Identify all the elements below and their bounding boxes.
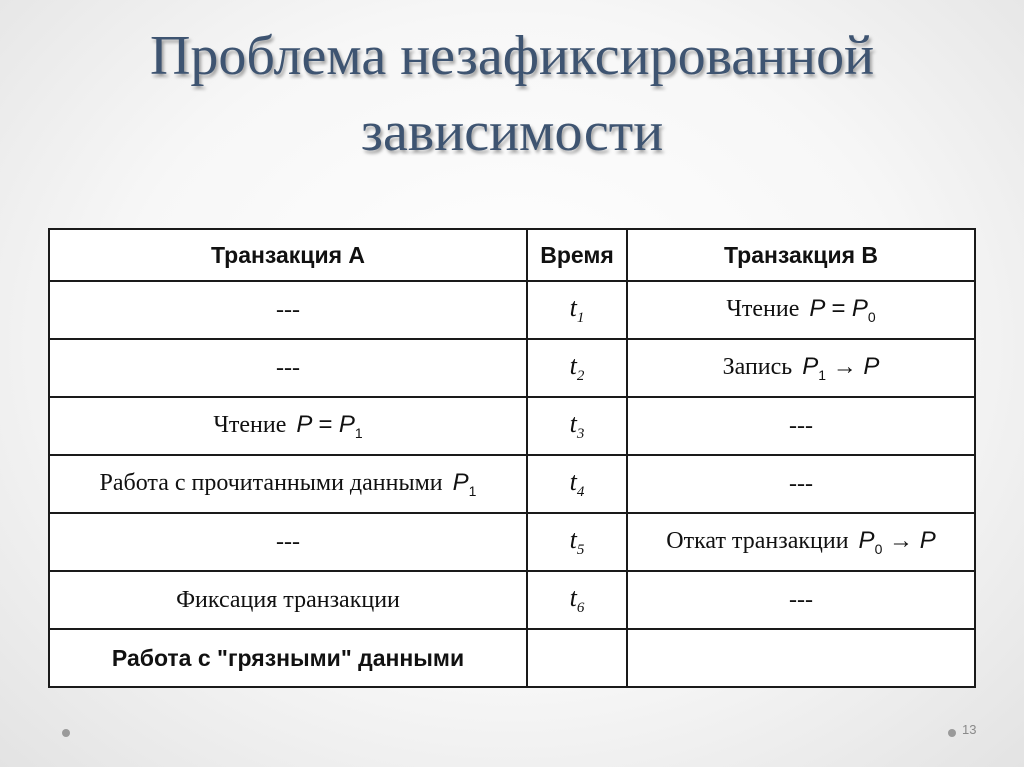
formula (802, 353, 880, 383)
formula-part: P = P (296, 411, 355, 439)
transaction-table (48, 228, 976, 688)
cell-text: Чтение (213, 412, 287, 439)
table-header-row (49, 229, 975, 281)
cell-text: --- (789, 586, 813, 613)
cell-text: Откат транзакции (666, 528, 849, 555)
formula-part: P = P (809, 295, 868, 323)
header-transaction-a: Транзакция А (49, 229, 527, 281)
cell-transaction-b (627, 455, 975, 513)
header-time: Время (527, 229, 627, 281)
table-row (49, 571, 975, 629)
cell-transaction-b (627, 397, 975, 455)
cell-text: --- (276, 528, 300, 555)
formula (296, 411, 363, 441)
formula-part: P (452, 469, 469, 497)
cell-dirty-data-summary: Работа с "грязными" данными (49, 629, 527, 687)
cell-text: --- (276, 296, 300, 323)
transaction-table-container (48, 228, 974, 688)
cell-time (527, 281, 627, 339)
slide-title-line-2: зависимости (360, 101, 664, 163)
formula (858, 527, 936, 557)
cell-time (527, 455, 627, 513)
time-symbol: t (569, 582, 577, 612)
time-symbol: t (569, 350, 577, 380)
time-symbol: t (569, 408, 577, 438)
time-subscript: 1 (576, 310, 585, 327)
cell-transaction-b-empty (627, 629, 975, 687)
cell-text: --- (276, 354, 300, 381)
cell-transaction-a (49, 513, 527, 571)
time-symbol: t (569, 292, 577, 322)
cell-text: Фиксация транзакции (176, 586, 400, 613)
formula-subscript: 1 (818, 366, 827, 383)
time-symbol: t (569, 466, 577, 496)
time-subscript: 5 (576, 542, 585, 559)
cell-transaction-a (49, 397, 527, 455)
cell-transaction-b (627, 571, 975, 629)
cell-text: --- (789, 412, 813, 439)
slide-title (0, 18, 1024, 170)
time-subscript: 4 (576, 484, 585, 501)
formula-subscript: 0 (874, 540, 883, 557)
slide-title-line-1: Проблема незафиксированной (149, 25, 875, 87)
cell-time (527, 513, 627, 571)
cell-text: Запись (722, 354, 793, 381)
formula-part: → P (826, 353, 880, 381)
table-row (49, 339, 975, 397)
cell-transaction-b (627, 281, 975, 339)
formula-part: → P (882, 527, 936, 555)
cell-transaction-a (49, 281, 527, 339)
time-subscript: 3 (576, 426, 585, 443)
table-row (49, 513, 975, 571)
formula (809, 295, 876, 325)
cell-transaction-b (627, 513, 975, 571)
table-row (49, 455, 975, 513)
formula-subscript: 1 (354, 424, 363, 441)
time-symbol: t (569, 524, 577, 554)
header-transaction-b: Транзакция В (627, 229, 975, 281)
cell-time (527, 397, 627, 455)
cell-time-empty (527, 629, 627, 687)
time-subscript: 6 (576, 600, 585, 617)
formula (452, 469, 477, 499)
nav-dot-left (62, 729, 70, 737)
cell-transaction-a (49, 571, 527, 629)
cell-transaction-b (627, 339, 975, 397)
cell-transaction-a (49, 339, 527, 397)
formula-subscript: 0 (867, 308, 876, 325)
cell-transaction-a (49, 455, 527, 513)
cell-text: Чтение (726, 296, 800, 323)
nav-dot-right (948, 729, 956, 737)
formula-part: P (802, 353, 819, 381)
formula-subscript: 1 (468, 482, 477, 499)
page-number: 13 (962, 722, 977, 737)
table-footer-row (49, 629, 975, 687)
cell-time (527, 339, 627, 397)
table-row (49, 281, 975, 339)
table-row (49, 397, 975, 455)
formula-part: P (858, 527, 875, 555)
time-subscript: 2 (576, 368, 585, 385)
cell-time (527, 571, 627, 629)
cell-text: --- (789, 470, 813, 497)
table-body (49, 281, 975, 687)
cell-text: Работа с прочитанными данными (99, 470, 443, 497)
